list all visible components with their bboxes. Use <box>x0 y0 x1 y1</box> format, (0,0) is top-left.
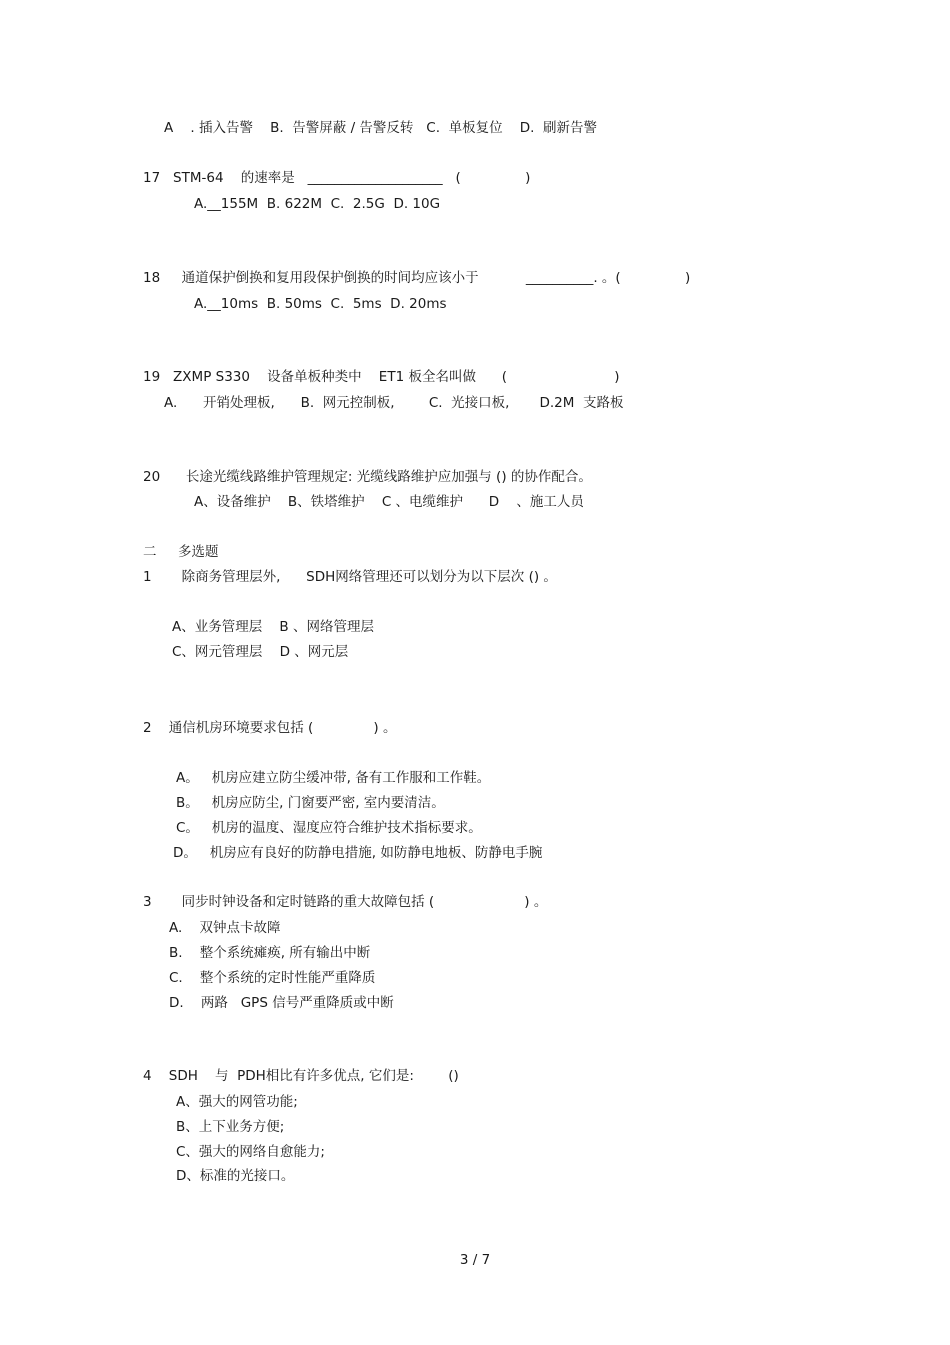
q19-stem: 19 ZXMP S330 设备单板种类中 ET1 板全名叫做 ( ) <box>143 369 620 385</box>
q16-options: A . 插入告警 B. 告警屏蔽 / 告警反转 C. 单板复位 D. 刷新告警 <box>164 120 598 136</box>
m1-options-ab: A、业务管理层 B 、网络管理层 <box>172 619 374 635</box>
m1-stem: 1 除商务管理层外, SDH网络管理还可以划分为以下层次 () 。 <box>143 569 557 585</box>
page-number: 3 / 7 <box>459 1252 491 1268</box>
m3-option-d: D. 两路 GPS 信号严重降质或中断 <box>169 995 394 1011</box>
m4-option-c: C、强大的网络自愈能力; <box>176 1144 325 1160</box>
m4-option-d: D、标准的光接口。 <box>176 1168 295 1184</box>
m2-option-b: B。 机房应防尘, 门窗要严密, 室内要清洁。 <box>176 795 445 811</box>
q17-stem: 17 STM-64 的速率是 ____________________ ( ) <box>143 170 531 186</box>
m3-stem: 3 同步时钟设备和定时链路的重大故障包括 ( ) 。 <box>143 894 548 910</box>
q20-stem: 20 长途光缆线路维护管理规定: 光缆线路维护应加强与 () 的协作配合。 <box>143 469 592 485</box>
q17-options: A.__155M B. 622M C. 2.5G D. 10G <box>194 196 441 212</box>
m4-stem: 4 SDH 与 PDH相比有许多优点, 它们是: () <box>143 1068 459 1084</box>
m3-option-b: B. 整个系统瘫痪, 所有输出中断 <box>169 945 371 961</box>
m2-option-a: A。 机房应建立防尘缓冲带, 备有工作服和工作鞋。 <box>176 770 491 786</box>
q18-stem: 18 通道保护倒换和复用段保护倒换的时间均应该小于 __________. 。( ) <box>143 270 691 286</box>
m2-option-c: C。 机房的温度、湿度应符合维护技术指标要求。 <box>176 820 482 836</box>
m4-option-b: B、上下业务方便; <box>176 1119 285 1135</box>
q19-options: A. 开销处理板, B. 网元控制板, C. 光接口板, D.2M 支路板 <box>164 395 624 411</box>
m3-option-a: A. 双钟点卡故障 <box>169 920 281 936</box>
q18-options: A.__10ms B. 50ms C. 5ms D. 20ms <box>194 296 447 312</box>
m3-option-c: C. 整个系统的定时性能严重降质 <box>169 970 376 986</box>
q20-options: A、设备维护 B、铁塔维护 C 、电缆维护 D 、施工人员 <box>194 494 584 510</box>
m4-option-a: A、强大的网管功能; <box>176 1094 298 1110</box>
m2-option-d: D。 机房应有良好的防静电措施, 如防静电地板、防静电手腕 <box>173 845 543 861</box>
m1-options-cd: C、网元管理层 D 、网元层 <box>172 644 349 660</box>
m2-stem: 2 通信机房环境要求包括 ( ) 。 <box>143 720 397 736</box>
section-heading-multiple-choice: 二 多选题 <box>143 544 219 560</box>
